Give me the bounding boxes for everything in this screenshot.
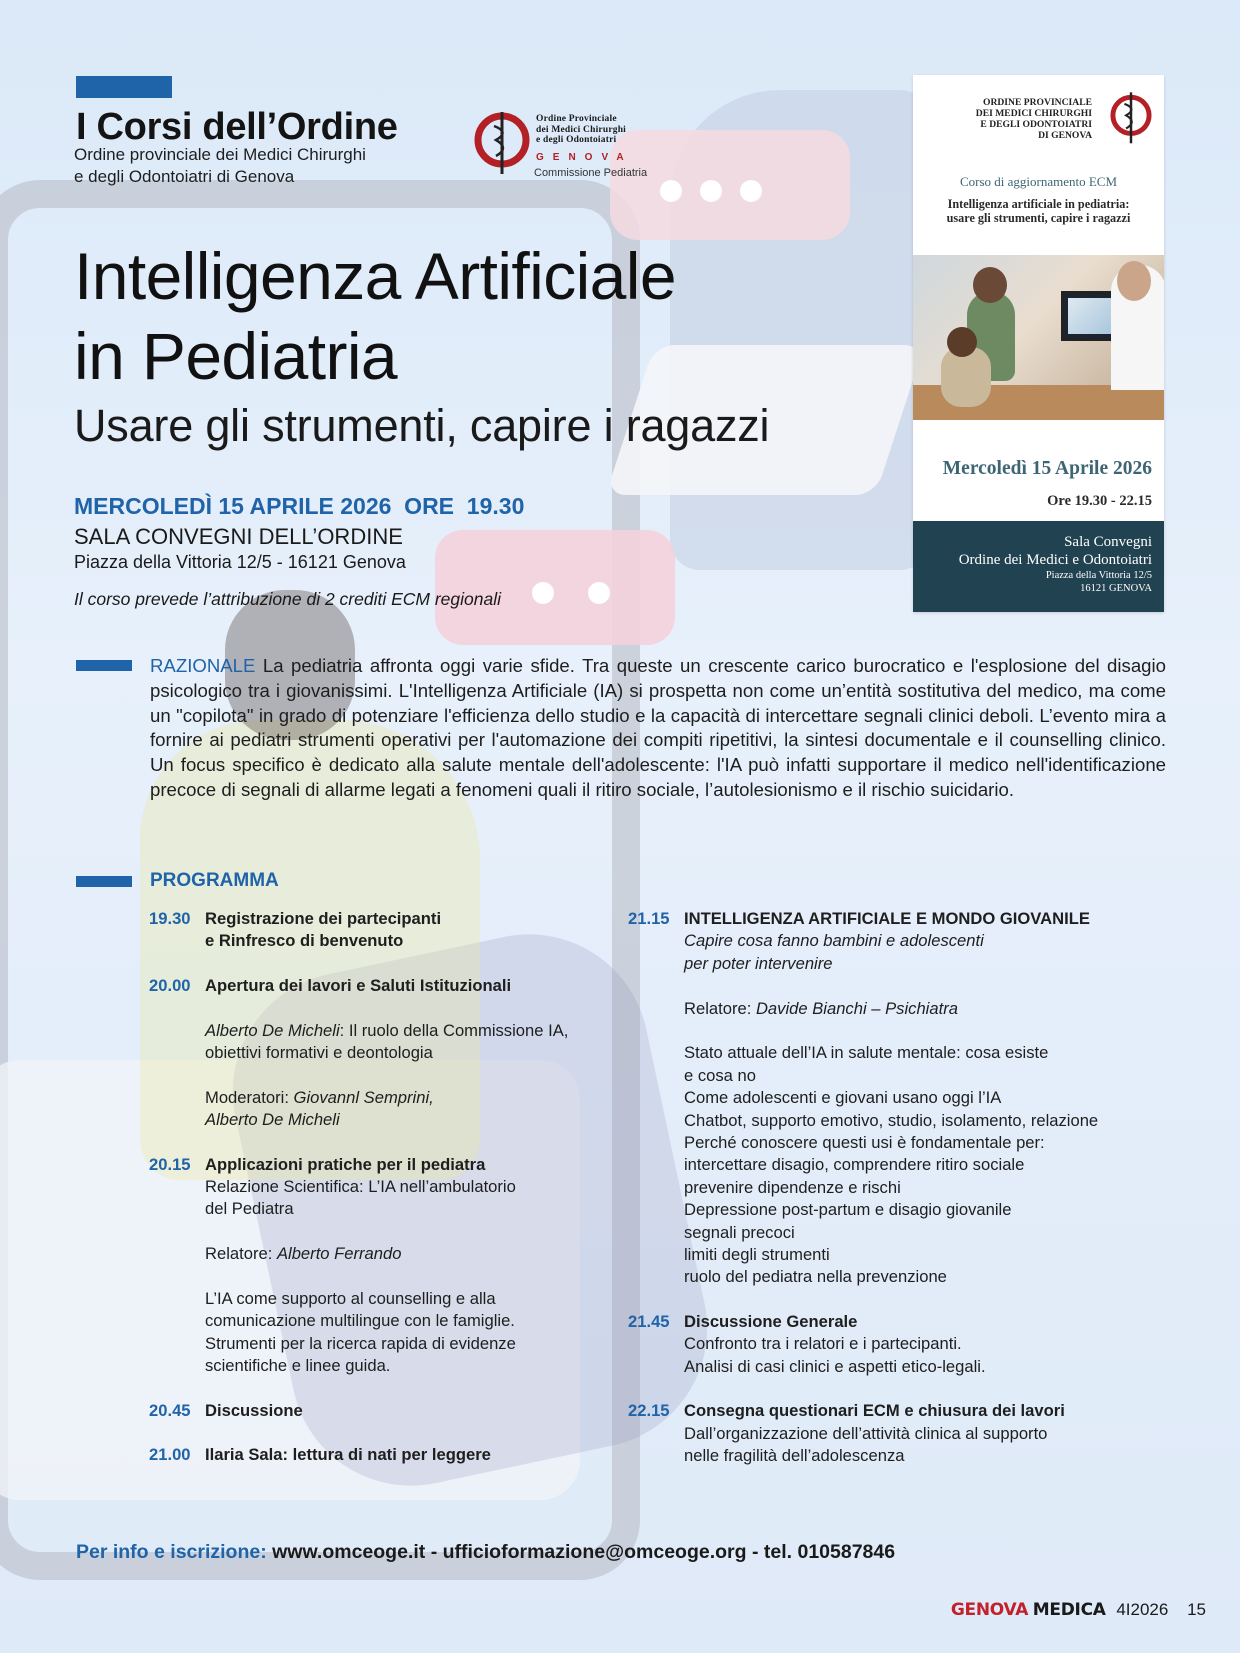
poster-org-line: ORDINE PROVINCIALE bbox=[982, 97, 1092, 108]
program-line: prevenire dipendenze e rischi bbox=[684, 1177, 901, 1197]
razionale-label: RAZIONALE bbox=[150, 655, 256, 676]
program-text: : Il ruolo della Commissione IA, bbox=[339, 1020, 569, 1040]
program-line: Come adolescenti e giovani usano oggi l’IA bbox=[684, 1088, 1002, 1108]
program-time: 21.15 bbox=[628, 909, 670, 928]
background-dot bbox=[532, 582, 554, 604]
program-line: Perché conoscere questi usi è fondamentale per: bbox=[684, 1133, 1045, 1153]
speaker-name: Davide Bianchi – Psichiatra bbox=[755, 998, 958, 1018]
program-line: segnali precoci bbox=[684, 1222, 795, 1242]
program-item bbox=[149, 1154, 619, 1378]
background-dot bbox=[588, 582, 610, 604]
magazine-brand-medica: MEDICA bbox=[1032, 1600, 1106, 1620]
program-time: 20.00 bbox=[149, 975, 191, 995]
speaker-label: Relatore: bbox=[684, 998, 756, 1018]
razionale-text: La pediatria affronta oggi varie sfide. Tra queste un crescente carico burocratico e l'esplosione del disagio psicologico tra i giovanissimi. L'Intelligenza Artificiale (IA) si prospetta non come un’entità sostitutiva del medico, ma come un "copilota" in grado di potenziare l'efficienza dello studio e la capacità di intercettare segnali clinici deboli. L’evento mira a fornire ai pediatri strumenti operativi per l'automazione dei compiti ripetitivi, la sintesi documentale e il counselling clinico. Un focus specifico è dedicato alla salute mentale dell'adolescente: l'IA può infatti supportare il medico nell'identificazione precoce di segnali di allarme legati a fenomeni quali il ritiro sociale, l’autolesionismo e il rischio suicidario. bbox=[150, 655, 1166, 800]
program-item bbox=[628, 908, 1168, 1289]
poster-venue-line: Ordine dei Medici e Odontoiatri bbox=[958, 552, 1152, 568]
speaker-name: Alberto Ferrando bbox=[276, 1244, 402, 1264]
program-time: 21.45 bbox=[628, 1311, 670, 1331]
program-line: Depressione post-partum e disagio giovanile bbox=[684, 1200, 1012, 1220]
program-item bbox=[149, 908, 619, 953]
page-footer bbox=[951, 1600, 1206, 1620]
program-title: Applicazioni pratiche per il pediatra bbox=[205, 1154, 486, 1174]
program-line bbox=[684, 998, 1168, 1020]
program-title: Discussione Generale bbox=[684, 1311, 858, 1331]
program-line: e cosa no bbox=[684, 1065, 756, 1085]
program-item bbox=[149, 1444, 619, 1466]
program-line bbox=[205, 1243, 619, 1265]
program-line bbox=[205, 1087, 619, 1109]
contact-info bbox=[76, 1541, 895, 1564]
program-line: Relazione Scientifica: L’IA nell’ambulatorio bbox=[205, 1177, 516, 1197]
logo-text-line: Ordine Provinciale bbox=[536, 114, 617, 124]
program-title: INTELLIGENZA ARTIFICIALE E MONDO GIOVANILE bbox=[684, 909, 1090, 928]
program-line: Stato attuale dell’IA in salute mentale: cosa esiste bbox=[684, 1043, 1049, 1063]
program-line: intercettare disagio, comprendere ritiro sociale bbox=[684, 1155, 1025, 1175]
program-line: Dall’organizzazione dell’attività clinica al supporto bbox=[684, 1423, 1048, 1443]
poster-photo bbox=[913, 255, 1164, 420]
caduceus-emblem-icon bbox=[1108, 89, 1154, 145]
speaker-label: Relatore: bbox=[205, 1244, 277, 1264]
program-line: obiettivi formativi e deontologia bbox=[205, 1043, 433, 1063]
program-line: nelle fragilità dell’adolescenza bbox=[684, 1445, 905, 1465]
program-time: 19.30 bbox=[149, 909, 191, 928]
poster-course-title-line: usare gli strumenti, capire i ragazzi bbox=[946, 211, 1131, 225]
poster-org-line: E DEGLI ODONTOIATRI bbox=[980, 119, 1092, 130]
programma-column-left bbox=[149, 908, 619, 1488]
poster-date: Mercoledì 15 Aprile 2026 bbox=[942, 458, 1152, 479]
program-line: comunicazione multilingue con le famiglie. bbox=[205, 1311, 515, 1331]
poster-org-line: DI GENOVA bbox=[1038, 130, 1092, 141]
poster-org bbox=[976, 97, 1092, 141]
program-item bbox=[149, 1400, 619, 1422]
program-title: Apertura dei lavori e Saluti Istituzionali bbox=[205, 975, 512, 995]
program-line: ruolo del pediatra nella prevenzione bbox=[684, 1267, 947, 1287]
program-title: e Rinfresco di benvenuto bbox=[205, 931, 404, 951]
speaker-name: Alberto De Micheli bbox=[205, 1020, 340, 1040]
course-poster bbox=[913, 75, 1164, 612]
poster-venue-line: Sala Convegni bbox=[1064, 534, 1152, 550]
header-accent-bar bbox=[76, 76, 172, 98]
program-line: Capire cosa fanno bambini e adolescenti bbox=[684, 931, 984, 951]
poster-org-line: DEI MEDICI CHIRURGHI bbox=[975, 108, 1092, 119]
event-ecm-credits: Il corso prevede l’attribuzione di 2 crediti ECM regionali bbox=[74, 589, 502, 609]
contact-details: www.omceoge.it - ufficioformazione@omceoge.org - tel. 010587846 bbox=[266, 1541, 896, 1563]
logo-commission: Commissione Pediatria bbox=[534, 167, 648, 179]
poster-venue-line: Piazza della Vittoria 12/5 bbox=[1045, 570, 1152, 581]
program-line: scientifiche e linee guida. bbox=[205, 1356, 391, 1376]
section-bar bbox=[76, 876, 132, 887]
moderator-name: Giovannl Semprini, bbox=[293, 1087, 434, 1107]
program-title: Registrazione dei partecipanti bbox=[205, 909, 442, 928]
series-subtitle-line: e degli Odontoiatri di Genova bbox=[74, 167, 295, 186]
series-subtitle-line: Ordine provinciale dei Medici Chirurghi bbox=[74, 145, 366, 164]
series-title: I Corsi dell’Ordine bbox=[76, 106, 398, 148]
program-item bbox=[149, 975, 619, 1132]
program-line: limiti degli strumenti bbox=[684, 1245, 830, 1265]
magazine-brand-genova: GENOVA bbox=[950, 1600, 1029, 1620]
razionale-section bbox=[150, 654, 1166, 803]
program-line: Chatbot, supporto emotivo, studio, isolamento, relazione bbox=[684, 1110, 1099, 1130]
section-bar bbox=[76, 660, 132, 671]
main-title-line: in Pediatria bbox=[74, 319, 397, 393]
program-line: Confronto tra i relatori e i partecipanti. bbox=[684, 1334, 962, 1354]
main-subtitle: Usare gli strumenti, capire i ragazzi bbox=[74, 400, 770, 451]
caduceus-emblem-icon bbox=[474, 108, 530, 176]
event-venue: SALA CONVEGNI DELL’ORDINE bbox=[74, 524, 403, 549]
program-item bbox=[628, 1311, 1168, 1378]
program-title: Discussione bbox=[205, 1400, 303, 1420]
moderator-name: Alberto De Micheli bbox=[205, 1110, 340, 1130]
program-line: Analisi di casi clinici e aspetti etico-legali. bbox=[684, 1356, 986, 1376]
program-line: Strumenti per la ricerca rapida di evidenze bbox=[205, 1333, 516, 1353]
programma-label: PROGRAMMA bbox=[150, 870, 279, 891]
programma-column-right bbox=[628, 908, 1168, 1489]
poster-venue-line: 16121 GENOVA bbox=[1080, 583, 1152, 594]
logo-text-line: e degli Odontoiatri bbox=[536, 135, 617, 145]
background-chat-bubble bbox=[435, 530, 675, 645]
program-line: del Pediatra bbox=[205, 1199, 294, 1219]
program-time: 22.15 bbox=[628, 1401, 670, 1421]
background-dot bbox=[700, 180, 722, 202]
series-subtitle bbox=[74, 144, 366, 188]
program-title: Ilaria Sala: lettura di nati per leggere bbox=[205, 1445, 491, 1465]
program-time: 21.00 bbox=[149, 1445, 191, 1465]
event-address: Piazza della Vittoria 12/5 - 16121 Genova bbox=[74, 552, 406, 572]
program-line bbox=[205, 1020, 619, 1042]
poster-course-title-line: Intelligenza artificiale in pediatria: bbox=[947, 197, 1130, 211]
main-title bbox=[74, 236, 676, 396]
ordine-logo bbox=[474, 104, 654, 184]
program-line: L’IA come supporto al counselling e alla bbox=[205, 1289, 496, 1309]
poster-course-type: Corso di aggiornamento ECM bbox=[959, 174, 1118, 189]
poster-venue-box bbox=[913, 521, 1164, 612]
poster-course-title bbox=[913, 197, 1164, 225]
main-title-line: Intelligenza Artificiale bbox=[74, 239, 676, 313]
event-date-time: MERCOLEDÌ 15 APRILE 2026 ORE 19.30 bbox=[74, 493, 525, 519]
program-time: 20.45 bbox=[149, 1400, 191, 1420]
program-time: 20.15 bbox=[149, 1154, 191, 1174]
background-dot bbox=[660, 180, 682, 202]
issue-number: 4I2026 bbox=[1116, 1600, 1169, 1619]
poster-hours: Ore 19.30 - 22.15 bbox=[1047, 493, 1152, 509]
logo-city: GENOVA bbox=[536, 152, 633, 163]
program-line: per poter intervenire bbox=[684, 953, 833, 973]
logo-text-line: dei Medici Chirurghi bbox=[536, 124, 627, 135]
program-item bbox=[628, 1400, 1168, 1467]
program-title: Consegna questionari ECM e chiusura dei lavori bbox=[684, 1401, 1065, 1421]
background-dot bbox=[740, 180, 762, 202]
moderators-label: Moderatori: bbox=[205, 1087, 294, 1107]
contact-label: Per info e iscrizione: bbox=[76, 1541, 267, 1563]
page-number: 15 bbox=[1187, 1600, 1206, 1619]
logo-text bbox=[536, 114, 626, 146]
